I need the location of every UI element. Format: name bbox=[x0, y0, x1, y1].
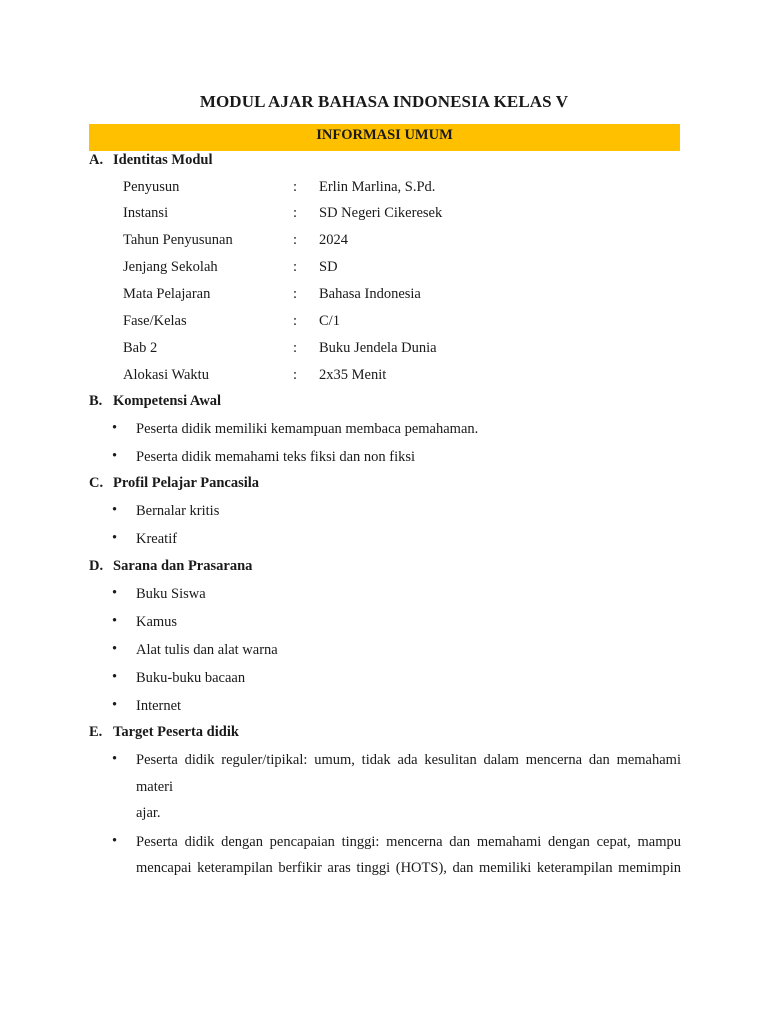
bullet-icon: • bbox=[112, 613, 118, 629]
bullet-icon: • bbox=[112, 751, 118, 767]
list-item-text: Peserta didik memahami teks fiksi dan non fiksi bbox=[136, 449, 416, 465]
list-item-text: Bernalar kritis bbox=[136, 503, 220, 519]
bullet-icon: • bbox=[112, 641, 118, 657]
section-heading-a bbox=[89, 152, 213, 169]
bullet-icon: • bbox=[112, 697, 118, 713]
bullet-icon: • bbox=[112, 420, 118, 436]
list-item-continuation: ajar. bbox=[136, 805, 161, 821]
bullet-icon: • bbox=[112, 502, 118, 518]
bullet-icon: • bbox=[112, 833, 118, 849]
section-title: Kompetensi Awal bbox=[113, 393, 222, 409]
row-key: Tahun Penyusunan bbox=[123, 232, 233, 248]
list-item-text: Alat tulis dan alat warna bbox=[136, 642, 278, 658]
row-value: C/1 bbox=[319, 313, 340, 329]
row-key: Mata Pelajaran bbox=[123, 286, 211, 302]
list-item-text: Peserta didik memiliki kemampuan membaca pemahaman. bbox=[136, 421, 479, 437]
row-key: Instansi bbox=[123, 205, 169, 221]
row-key: Fase/Kelas bbox=[123, 313, 187, 329]
list-item-continuation: mencapai keterampilan berfikir aras tinggi (HOTS), dan memiliki keterampilan memimpin bbox=[136, 860, 681, 876]
section-banner: INFORMASI UMUM bbox=[89, 124, 680, 151]
bullet-icon: • bbox=[112, 448, 118, 464]
row-separator: : bbox=[293, 232, 298, 248]
list-item-text: Internet bbox=[136, 698, 182, 714]
list-item-text: Buku Siswa bbox=[136, 586, 206, 602]
row-key: Bab 2 bbox=[123, 340, 158, 356]
section-title: Sarana dan Prasarana bbox=[113, 558, 253, 574]
section-letter: C. bbox=[89, 475, 104, 491]
row-value: SD Negeri Cikeresek bbox=[319, 205, 443, 221]
row-separator: : bbox=[293, 179, 298, 195]
row-separator: : bbox=[293, 313, 298, 329]
row-value: Erlin Marlina, S.Pd. bbox=[319, 179, 436, 195]
section-title: Identitas Modul bbox=[113, 152, 213, 168]
row-key: Penyusun bbox=[123, 179, 180, 195]
row-key: Alokasi Waktu bbox=[123, 367, 209, 383]
section-title: Profil Pelajar Pancasila bbox=[113, 475, 260, 491]
row-value: Buku Jendela Dunia bbox=[319, 340, 437, 356]
section-heading-c bbox=[89, 475, 259, 492]
row-separator: : bbox=[293, 367, 298, 383]
row-key: Jenjang Sekolah bbox=[123, 259, 218, 275]
list-item-text: Buku-buku bacaan bbox=[136, 670, 246, 686]
row-separator: : bbox=[293, 259, 298, 275]
section-letter: E. bbox=[89, 724, 103, 740]
section-heading-e bbox=[89, 724, 239, 741]
section-letter: A. bbox=[89, 152, 104, 168]
list-item-text: Kreatif bbox=[136, 531, 178, 547]
section-letter: B. bbox=[89, 393, 103, 409]
document-title: MODUL AJAR BAHASA INDONESIA KELAS V bbox=[199, 92, 569, 111]
row-separator: : bbox=[293, 205, 298, 221]
bullet-icon: • bbox=[112, 530, 118, 546]
row-separator: : bbox=[293, 340, 298, 356]
section-heading-b bbox=[89, 393, 221, 410]
row-value: 2024 bbox=[319, 232, 348, 248]
list-item-text: Peserta didik reguler/tipikal: umum, tidak ada kesulitan dalam mencerna dan memahami bbox=[136, 752, 681, 768]
section-heading-d bbox=[89, 558, 252, 575]
row-value: 2x35 Menit bbox=[319, 367, 387, 383]
list-item-continuation: materi bbox=[136, 779, 174, 795]
bullet-icon: • bbox=[112, 669, 118, 685]
row-value: Bahasa Indonesia bbox=[319, 286, 421, 302]
bullet-icon: • bbox=[112, 585, 118, 601]
list-item-text: Kamus bbox=[136, 614, 178, 630]
section-letter: D. bbox=[89, 558, 104, 574]
row-separator: : bbox=[293, 286, 298, 302]
section-title: Target Peserta didik bbox=[113, 724, 239, 740]
row-value: SD bbox=[319, 259, 338, 275]
list-item-text: Peserta didik dengan pencapaian tinggi: mencerna dan memahami dengan cepat, mampu bbox=[136, 834, 681, 850]
